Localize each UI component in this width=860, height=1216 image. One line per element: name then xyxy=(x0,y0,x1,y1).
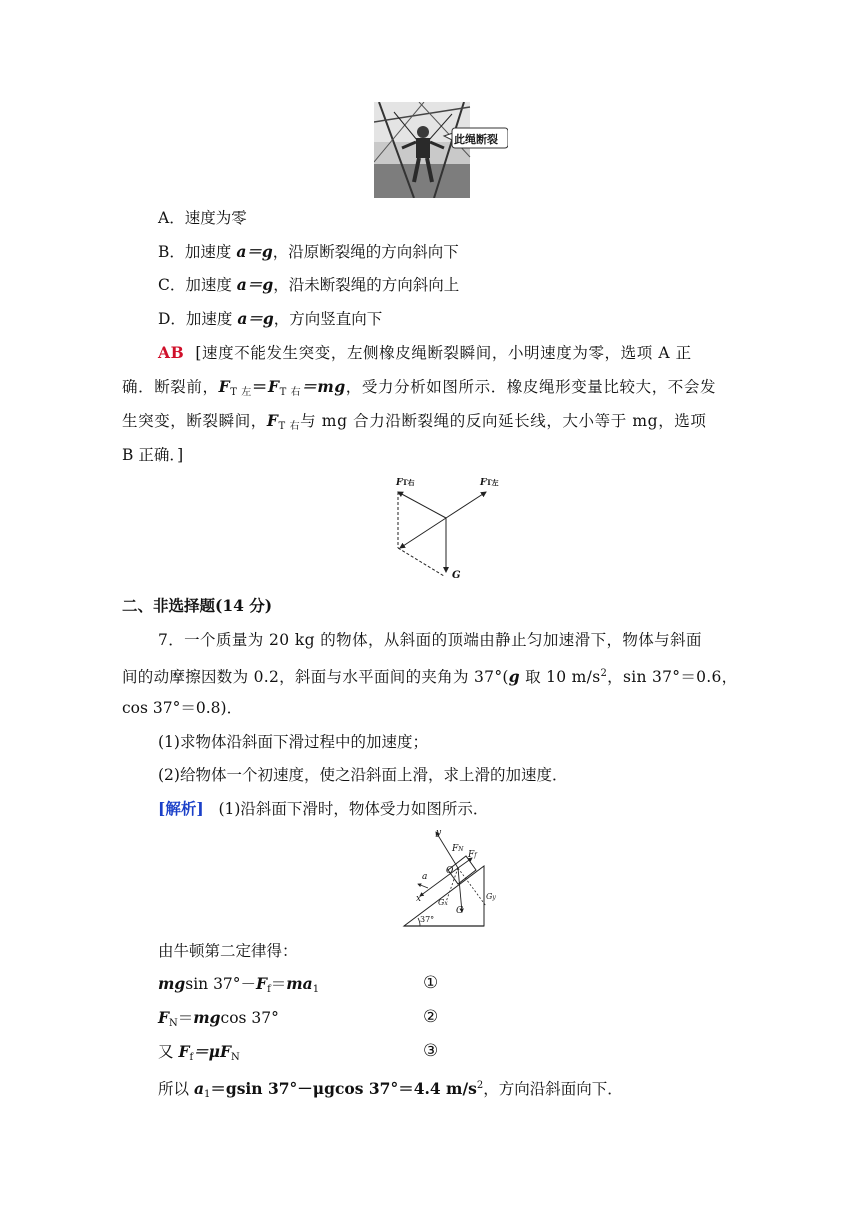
equation-3: 又 $F_f=\mu F_N$ xyxy=(158,1042,240,1063)
force-diagram-1 xyxy=(380,476,520,588)
trampoline-photo xyxy=(374,102,508,198)
option-a: A．速度为零 xyxy=(158,209,247,227)
q7-line-3: cos 37°＝0.8)． xyxy=(122,699,243,717)
q7-line-1: 7．一个质量为 20 kg 的物体，从斜面的顶端由静止匀加速滑下，物体与斜面 xyxy=(158,631,702,649)
option-b: B．加速度 a＝g，沿原断裂绳的方向斜向下 xyxy=(158,242,459,261)
answer-line-2: 确．断裂前，$F_{T 左}=F_{T 右}=mg$，受力分析如图所示．橡皮绳形变量比较大，不会发 xyxy=(122,377,717,398)
q7-part-2: (2)给物体一个初速度，使之沿斜面上滑，求上滑的加速度． xyxy=(158,766,568,784)
fig1-label-ftr: FT右 xyxy=(396,478,415,488)
incline-angle: 37° xyxy=(420,915,435,924)
answer-key: AB xyxy=(158,343,185,362)
answer-line-1: AB [速度不能发生突变，左侧橡皮绳断裂瞬间，小明速度为零，选项 A 正 xyxy=(158,343,692,362)
q7-part-1: (1)求物体沿斜面下滑过程中的加速度； xyxy=(158,733,428,751)
equation-1-number: ① xyxy=(423,973,439,993)
equation-2: $F_N=mgcos$ 37° xyxy=(158,1008,279,1029)
incline-gx: Gx xyxy=(438,898,448,907)
solution-tag: [解析] xyxy=(158,799,204,818)
photo-callout: 此绳断裂 xyxy=(454,133,498,146)
section-heading: 二、非选择题(14 分) xyxy=(122,596,273,615)
incline-y: y xyxy=(436,828,442,838)
fig1-label-ftl: FT左 xyxy=(480,478,499,488)
answer-line-4: B 正确．] xyxy=(122,446,184,464)
solution-intro: [解析] (1)沿斜面下滑时，物体受力如图所示． xyxy=(158,799,489,818)
option-d: D．加速度 a＝g，方向竖直向下 xyxy=(158,309,383,328)
incline-a: a xyxy=(422,872,428,882)
incline-ff: Ff xyxy=(468,850,477,860)
incline-fn: FN xyxy=(452,844,464,854)
incline-o: O xyxy=(446,866,454,876)
equation-3-number: ③ xyxy=(423,1041,439,1061)
incline-gy: Gy xyxy=(486,892,496,901)
fig1-label-g: G xyxy=(452,570,461,581)
newton-line: 由牛顿第二定律得： xyxy=(158,942,298,960)
incline-x: x xyxy=(416,894,422,904)
equation-2-number: ② xyxy=(423,1007,439,1027)
q7-line-2: 间的动摩擦因数为 0.2，斜面与水平面间的夹角为 37°(g 取 10 $m/s^2$，sin 37°＝0.6， xyxy=(122,667,738,686)
option-c: C．加速度 a＝g，沿未断裂绳的方向斜向上 xyxy=(158,275,460,294)
answer-line-3: 生突变，断裂瞬间，$F_{T 右}$与 mg 合力沿断裂绳的反向延长线，大小等于 mg，选项 xyxy=(122,411,707,432)
result-line: 所以 $a_1=gsin$ 37°－μgcos 37°＝4.4 $m/s^2$，方向沿斜面向下． xyxy=(158,1079,623,1100)
equation-1: mgsin $37^\circ-F_f=ma_1$ xyxy=(158,974,320,995)
incline-g: G xyxy=(456,906,464,916)
incline-diagram xyxy=(398,828,500,930)
